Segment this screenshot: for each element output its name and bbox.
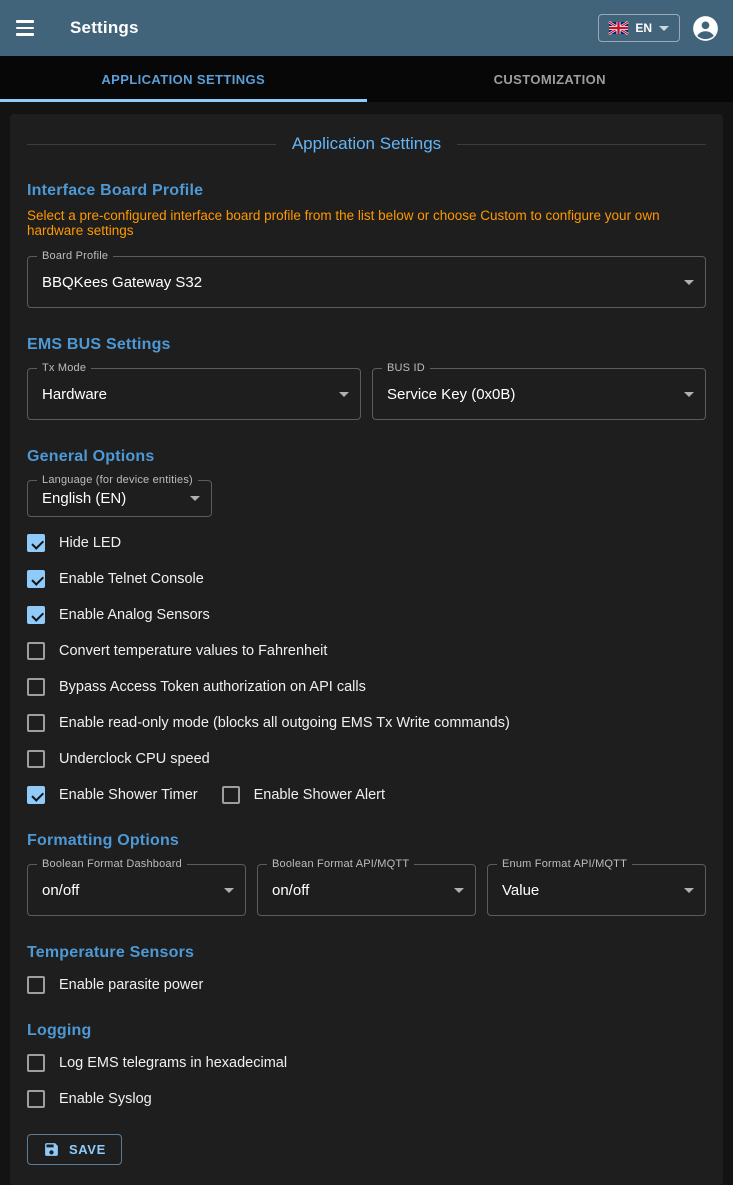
checkbox-label: Enable parasite power (59, 977, 203, 993)
boolean-format-dashboard-select[interactable] (27, 864, 246, 916)
page-header-title: Settings (70, 18, 139, 38)
checkbox[interactable] (27, 786, 45, 804)
checkbox-row-log-hex (27, 1054, 706, 1072)
checkbox[interactable] (27, 1090, 45, 1108)
hamburger-menu-icon[interactable] (14, 14, 42, 42)
checkbox-label: Convert temperature values to Fahrenheit (59, 643, 327, 659)
bus-id-select[interactable] (372, 368, 706, 420)
chevron-down-icon (339, 392, 349, 397)
enum-format-api-select[interactable] (487, 864, 706, 916)
checkbox-row-syslog (27, 1090, 706, 1108)
select-label: Boolean Format Dashboard (37, 858, 187, 870)
chevron-down-icon (659, 26, 669, 31)
section-heading-ems-bus: EMS BUS Settings (27, 336, 706, 354)
save-button-label: SAVE (69, 1142, 106, 1157)
checkbox-label: Log EMS telegrams in hexadecimal (59, 1055, 287, 1071)
board-profile-select[interactable] (27, 256, 706, 308)
checkbox[interactable] (27, 714, 45, 732)
checkbox-shower-timer (27, 786, 198, 804)
checkbox[interactable] (27, 1054, 45, 1072)
section-heading-general: General Options (27, 448, 706, 466)
checkbox-label: Enable Analog Sensors (59, 607, 210, 623)
checkbox-row-bypass-token (27, 678, 706, 696)
language-selector-button[interactable] (598, 14, 680, 42)
tab-customization[interactable]: CUSTOMIZATION (367, 56, 733, 102)
divider-line (457, 144, 706, 145)
checkbox-label: Enable read-only mode (blocks all outgoing EMS Tx Write commands) (59, 715, 510, 731)
checkbox[interactable] (222, 786, 240, 804)
select-value: Service Key (0x0B) (387, 386, 515, 403)
save-button[interactable] (27, 1134, 122, 1165)
select-label: Boolean Format API/MQTT (267, 858, 414, 870)
checkbox[interactable] (27, 678, 45, 696)
checkbox-row-analog-sensors (27, 606, 706, 624)
checkbox-row-hide-led (27, 534, 706, 552)
select-label: BUS ID (382, 362, 430, 374)
checkbox-label: Enable Shower Timer (59, 787, 198, 803)
chevron-down-icon (224, 888, 234, 893)
tab-bar (0, 56, 733, 102)
checkbox-row-parasite-power (27, 976, 706, 994)
select-value: BBQKees Gateway S32 (42, 274, 202, 291)
select-label: Board Profile (37, 250, 113, 262)
select-value: on/off (272, 882, 309, 899)
section-heading-formatting: Formatting Options (27, 832, 706, 850)
checkbox-row-telnet (27, 570, 706, 588)
checkbox-shower-alert (222, 786, 385, 804)
chevron-down-icon (684, 888, 694, 893)
checkbox[interactable] (27, 570, 45, 588)
ems-bus-select-row (27, 368, 706, 420)
chevron-down-icon (454, 888, 464, 893)
board-profile-hint: Select a pre-configured interface board profile from the list below or choose Custom to configure your own hardware settings (27, 208, 706, 238)
chevron-down-icon (684, 392, 694, 397)
tab-application-settings[interactable]: APPLICATION SETTINGS (0, 56, 367, 102)
checkbox-label: Enable Shower Alert (254, 787, 385, 803)
language-entities-select[interactable] (27, 480, 212, 517)
checkbox-row-shower (27, 786, 706, 804)
select-label: Enum Format API/MQTT (497, 858, 632, 870)
tx-mode-select[interactable] (27, 368, 361, 420)
checkbox-row-fahrenheit (27, 642, 706, 660)
checkbox[interactable] (27, 534, 45, 552)
select-value: English (EN) (42, 490, 126, 507)
app-bar (0, 0, 733, 56)
section-heading-temperature-sensors: Temperature Sensors (27, 944, 706, 962)
checkbox[interactable] (27, 750, 45, 768)
divider-line (27, 144, 276, 145)
checkbox-label: Underclock CPU speed (59, 751, 210, 767)
select-value: Value (502, 882, 539, 899)
chevron-down-icon (684, 280, 694, 285)
select-label: Language (for device entities) (37, 474, 198, 486)
select-value: on/off (42, 882, 79, 899)
language-code-label: EN (635, 21, 652, 35)
checkbox-row-underclock (27, 750, 706, 768)
section-heading-interface-board: Interface Board Profile (27, 182, 706, 200)
page-title: Application Settings (276, 134, 457, 154)
settings-card (10, 114, 723, 1185)
chevron-down-icon (190, 496, 200, 501)
section-heading-logging: Logging (27, 1022, 706, 1040)
save-icon (43, 1141, 60, 1158)
checkbox[interactable] (27, 976, 45, 994)
formatting-select-row (27, 864, 706, 916)
account-icon[interactable] (692, 15, 719, 42)
select-value: Hardware (42, 386, 107, 403)
checkbox-label: Bypass Access Token authorization on API calls (59, 679, 366, 695)
checkbox[interactable] (27, 642, 45, 660)
checkbox-label: Enable Syslog (59, 1091, 152, 1107)
select-label: Tx Mode (37, 362, 91, 374)
checkbox[interactable] (27, 606, 45, 624)
checkbox-label: Hide LED (59, 535, 121, 551)
checkbox-label: Enable Telnet Console (59, 571, 204, 587)
page-title-divider (27, 114, 706, 154)
checkbox-row-readonly (27, 714, 706, 732)
uk-flag-icon (609, 22, 628, 34)
boolean-format-api-select[interactable] (257, 864, 476, 916)
